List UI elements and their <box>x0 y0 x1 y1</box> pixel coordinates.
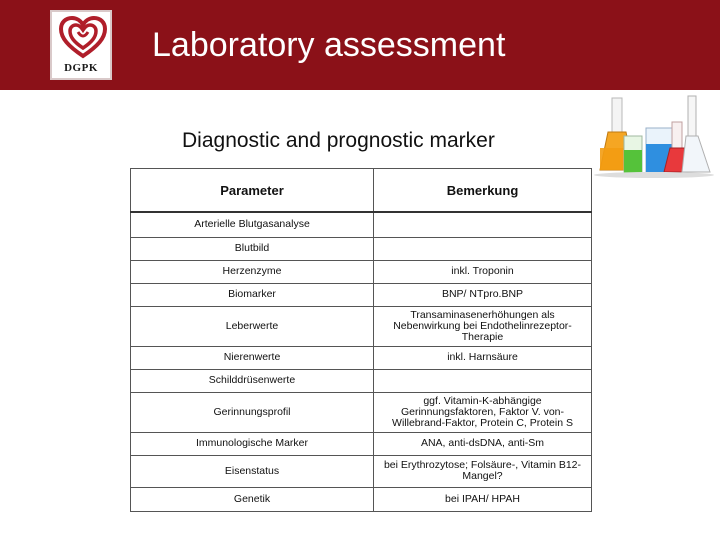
logo-text: DGPK <box>64 62 98 74</box>
cell-parameter: Arterielle Blutgasanalyse <box>131 212 374 237</box>
table-row <box>131 212 592 237</box>
table-row <box>131 455 592 487</box>
cell-remark: ggf. Vitamin-K-abhängige Gerinnungsfaktoren, Faktor V. von-Willebrand-Faktor, Protein C, Protein S <box>374 392 592 432</box>
table-row <box>131 369 592 392</box>
cell-remark: Transaminasenerhöhungen als Nebenwirkung bei Endothelinrezeptor-Therapie <box>374 306 592 346</box>
cell-parameter: Schilddrüsenwerte <box>131 369 374 392</box>
table-row <box>131 283 592 306</box>
cell-parameter: Immunologische Marker <box>131 432 374 455</box>
table-row <box>131 346 592 369</box>
table-row <box>131 392 592 432</box>
table-row <box>131 487 592 511</box>
cell-parameter: Genetik <box>131 487 374 511</box>
cell-parameter: Blutbild <box>131 237 374 260</box>
table-row <box>131 306 592 346</box>
header-bar <box>0 0 720 90</box>
cell-remark: bei IPAH/ HPAH <box>374 487 592 511</box>
cell-parameter: Gerinnungsprofil <box>131 392 374 432</box>
cell-remark: BNP/ NTpro.BNP <box>374 283 592 306</box>
column-header-parameter: Parameter <box>131 169 374 213</box>
lab-flasks-illustration <box>590 92 718 178</box>
cell-remark: inkl. Troponin <box>374 260 592 283</box>
table-row <box>131 260 592 283</box>
marker-table-container <box>130 168 591 512</box>
table-header-row <box>131 169 592 213</box>
column-header-remark: Bemerkung <box>374 169 592 213</box>
cell-parameter: Herzenzyme <box>131 260 374 283</box>
marker-table <box>130 168 592 512</box>
heart-hands-icon <box>58 16 108 60</box>
cell-remark: bei Erythrozytose; Folsäure-, Vitamin B12-Mangel? <box>374 455 592 487</box>
cell-parameter: Eisenstatus <box>131 455 374 487</box>
page-title: Laboratory assessment <box>152 26 506 64</box>
table-row <box>131 432 592 455</box>
cell-parameter: Biomarker <box>131 283 374 306</box>
cell-parameter: Leberwerte <box>131 306 374 346</box>
cell-remark: ANA, anti-dsDNA, anti-Sm <box>374 432 592 455</box>
dgpk-logo <box>50 10 112 80</box>
cell-remark: inkl. Harnsäure <box>374 346 592 369</box>
cell-remark <box>374 237 592 260</box>
page-subtitle: Diagnostic and prognostic marker <box>182 129 495 152</box>
cell-remark <box>374 212 592 237</box>
cell-remark <box>374 369 592 392</box>
cell-parameter: Nierenwerte <box>131 346 374 369</box>
table-row <box>131 237 592 260</box>
